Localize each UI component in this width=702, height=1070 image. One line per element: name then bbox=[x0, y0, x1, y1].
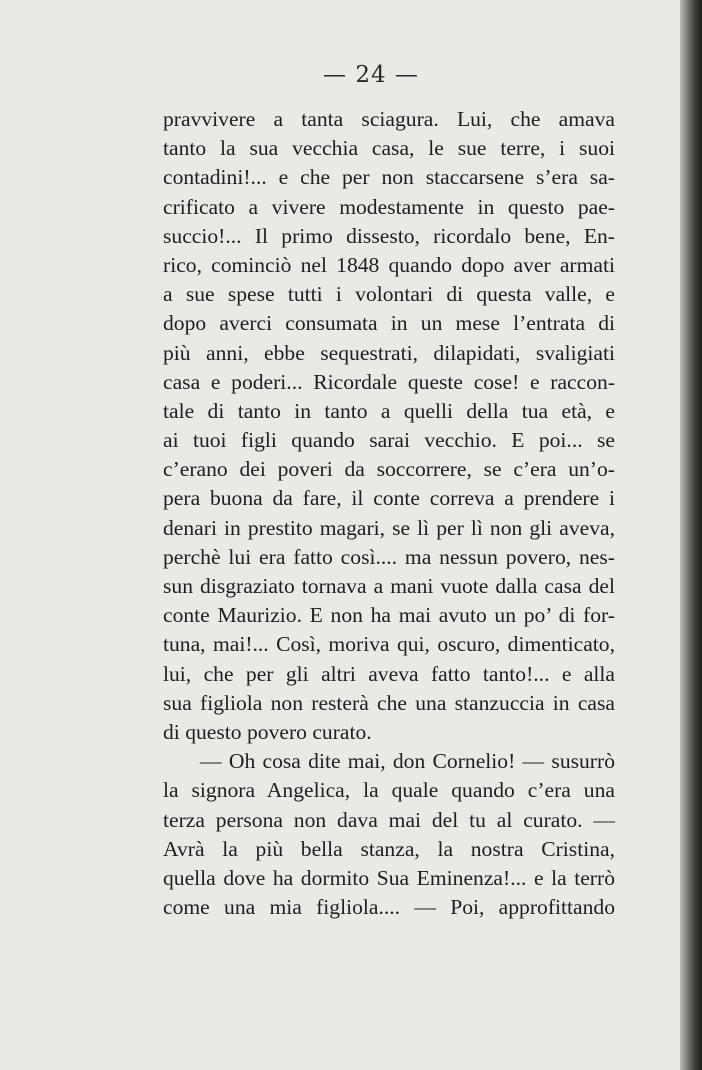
text-line: ai tuoi figli quando sarai vecchio. E poi... se bbox=[163, 428, 615, 453]
text-line: tuna, mai!... Così, moriva qui, oscuro, dimenticato, bbox=[163, 632, 615, 657]
body-text bbox=[163, 105, 615, 922]
book-spine-shadow bbox=[680, 0, 702, 1070]
text-line: rico, cominciò nel 1848 quando dopo aver armati bbox=[163, 252, 615, 277]
text-line: lui, che per gli altri aveva fatto tanto!... e alla bbox=[163, 661, 615, 686]
text-line: più anni, ebbe sequestrati, dilapidati, svaligiati bbox=[163, 340, 615, 365]
text-line: crificato a vivere modestamente in questo pae- bbox=[163, 194, 615, 219]
paragraph-end-line: di questo povero curato. bbox=[163, 719, 372, 744]
page-number: — 24 — bbox=[323, 62, 419, 88]
text-line: casa e poderi... Ricordale queste cose! e raccon- bbox=[163, 369, 615, 394]
text-line: sun disgraziato tornava a mani vuote dalla casa del bbox=[163, 574, 615, 598]
dialogue-line: — Oh cosa dite mai, don Cornelio! — susurrò bbox=[200, 749, 615, 774]
text-line: a sue spese tutti i volontari di questa valle, e bbox=[163, 282, 615, 307]
text-line: succio!... Il primo dissesto, ricordalo bene, En- bbox=[163, 223, 615, 248]
text-line: tanto la sua vecchia casa, le sue terre, i suoi bbox=[163, 136, 615, 161]
text-line: sua figliola non resterà che una stanzuccia in casa bbox=[163, 690, 615, 715]
text-line: contadini!... e che per non staccarsene s’era sa- bbox=[163, 165, 615, 190]
text-line: quella dove ha dormito Sua Eminenza!... e la terrò bbox=[163, 865, 615, 890]
text-line: c’erano dei poveri da soccorrere, se c’era un’o- bbox=[163, 457, 615, 482]
text-line: la signora Angelica, la quale quando c’era una bbox=[163, 778, 615, 803]
text-line: conte Maurizio. E non ha mai avuto un po’ di for- bbox=[163, 603, 615, 628]
text-line: Avrà la più bella stanza, la nostra Cristina, bbox=[163, 836, 615, 861]
text-line: pravvivere a tanta sciagura. Lui, che amava bbox=[163, 107, 615, 131]
text-line: perchè lui era fatto così.... ma nessun povero, nes- bbox=[163, 544, 615, 569]
text-line: tale di tanto in tanto a quelli della tua età, e bbox=[163, 398, 615, 423]
text-line: terza persona non dava mai del tu al curato. — bbox=[163, 807, 615, 832]
text-line: pera buona da fare, il conte correva a prendere i bbox=[163, 486, 615, 511]
text-line: dopo averci consumata in un mese l’entrata di bbox=[163, 311, 615, 336]
text-line: denari in prestito magari, se lì per lì non gli aveva, bbox=[163, 515, 615, 540]
text-line: come una mia figliola.... — Poi, approfittando bbox=[163, 895, 615, 920]
